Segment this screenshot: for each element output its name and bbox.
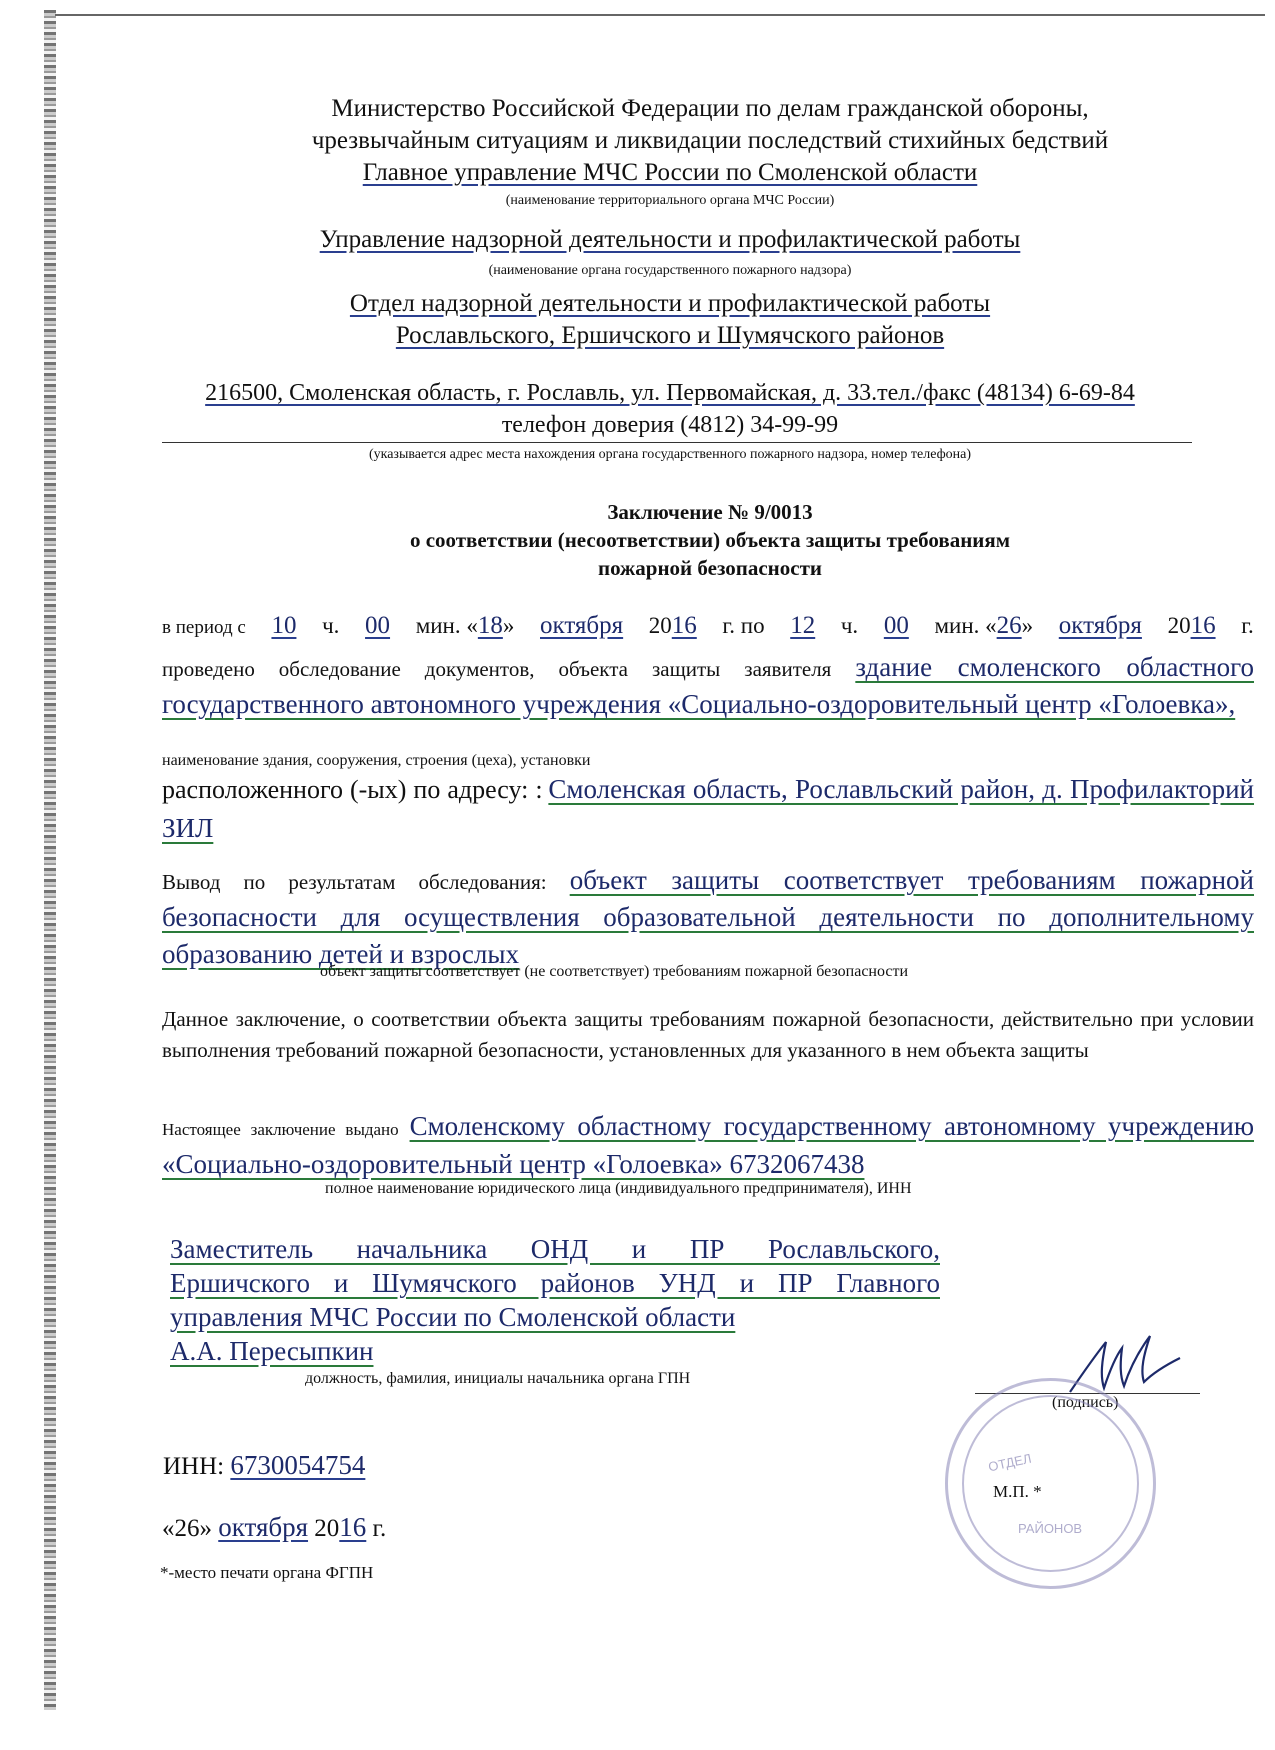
conclusion-lead: Вывод по результатам обследования:	[162, 870, 547, 894]
footnote: *-место печати органа ФГПН	[160, 1563, 374, 1582]
date-day: «26»	[162, 1515, 212, 1542]
period-text: в период с	[162, 617, 246, 638]
start-day: 18	[477, 612, 503, 639]
scan-edge	[44, 10, 56, 1710]
period-text: г. по	[722, 613, 765, 638]
conclusion-paragraph	[162, 863, 1254, 974]
object-address: Смоленская область, Рославльский район, д. Профилакторий ЗИЛ	[162, 774, 1255, 843]
start-hour: 10	[271, 612, 297, 639]
issued-lead: Настоящее заключение выдано	[162, 1120, 399, 1139]
issued-caption: полное наименование юридического лица (индивидуального предпринимателя), ИНН	[325, 1180, 912, 1197]
end-hour: 12	[790, 612, 816, 639]
inspection-object-paragraph	[162, 650, 1254, 724]
period-text: г.	[1241, 613, 1254, 638]
end-day: 26	[996, 612, 1022, 639]
document-subtitle-2: пожарной безопасности	[597, 556, 823, 580]
inspection-lead: проведено обследование документов, объекта защиты заявителя	[162, 657, 832, 681]
territorial-body: Главное управление МЧС России по Смоленской области	[362, 159, 978, 186]
official-stamp	[945, 1378, 1156, 1589]
start-month: октября	[540, 612, 624, 639]
issue-date	[162, 1512, 386, 1543]
inspection-object: здание смоленского областного государственного автономного учреждения «Социально-оздоровительный центр «Голоевка»,	[162, 652, 1254, 719]
conclusion-caption: объект защиты соответствует (не соответствует) требованиям пожарной безопасности	[320, 963, 909, 980]
end-month: октября	[1058, 612, 1142, 639]
stamp-text: ОТДЕЛ	[986, 1450, 1033, 1475]
signatory-block	[170, 1232, 940, 1368]
period-text: ч.	[322, 613, 340, 638]
department-line-1: Отдел надзорной деятельности и профилактической работы	[349, 290, 991, 317]
supervision-body: Управление надзорной деятельности и профилактической работы	[319, 226, 1021, 253]
date-month: октября	[218, 1512, 309, 1542]
organization-inn	[163, 1450, 365, 1481]
issued-to: Смоленскому областному государственному автономному учреждению «Социально-оздоровительный центр «Голоевка» 6732067438	[162, 1111, 1254, 1179]
object-address-paragraph	[162, 771, 1254, 849]
ministry-line-1: Министерство Российской Федерации по делам гражданской обороны,	[331, 95, 1089, 122]
address-caption: (указывается адрес места нахождения органа государственного пожарного надзора, номер телефона)	[368, 447, 972, 462]
signatory-line-2: Ершичского и Шумячского районов УНД и ПР Главного	[170, 1268, 940, 1298]
department-line-2: Рославльского, Ершичского и Шумячского районов	[395, 322, 945, 349]
territorial-caption: (наименование территориального органа МЧС России)	[505, 193, 835, 208]
period-text: мин. «26»	[934, 612, 1034, 639]
address-rule	[162, 442, 1192, 443]
period-text: ч.	[840, 613, 859, 638]
issued-paragraph	[162, 1109, 1254, 1183]
document-subtitle-1: о соответствии (несоответствии) объекта защиты требованиям	[409, 528, 1011, 552]
address-lead: расположенного (-ых) по адресу: :	[162, 775, 543, 804]
end-minute: 00	[883, 612, 909, 639]
signatory-caption: должность, фамилия, инициалы начальника органа ГПН	[305, 1370, 691, 1387]
scan-top-line	[55, 14, 1265, 16]
supervision-caption: (наименование органа государственного пожарного надзора)	[488, 263, 852, 278]
start-year: 2016	[648, 612, 697, 639]
trust-phone: телефон доверия (4812) 34-99-99	[501, 412, 839, 438]
signatory-line-1: Заместитель начальника ОНД и ПР Рославльского,	[170, 1234, 940, 1264]
inspection-period	[162, 612, 1254, 640]
end-year: 2016	[1167, 612, 1216, 639]
validity-paragraph: Данное заключение, о соответствии объекта защиты требованиям пожарной безопасности, действительно при условии выполнения требований пожарной безопасности, установленных для указанного в нем объекта защиты	[162, 1007, 1254, 1062]
date-suffix: г.	[372, 1515, 387, 1542]
document-title: Заключение № 9/0013	[607, 500, 813, 524]
signature-caption: (подпись)	[1052, 1394, 1119, 1411]
stamp-mark-label: М.П. *	[993, 1482, 1042, 1501]
period-text: мин. «18»	[415, 612, 515, 639]
date-year: 2016	[314, 1512, 367, 1542]
inn-label: ИНН:	[163, 1453, 225, 1480]
ministry-line-2: чрезвычайным ситуациям и ликвидации последствий стихийных бедствий	[311, 127, 1109, 154]
department-address: 216500, Смоленская область, г. Рославль, ул. Первомайская, д. 33.тел./факс (48134) 6-69-84	[205, 380, 1135, 406]
conclusion-value: объект защиты соответствует требованиям пожарной безопасности для осуществления образовательной деятельности по дополнительному образованию детей и взрослых	[162, 865, 1255, 969]
signatory-name: А.А. Пересыпкин	[170, 1336, 374, 1366]
stamp-text: РАЙОНОВ	[1018, 1521, 1083, 1536]
signatory-line-3: управления МЧС России по Смоленской области	[170, 1302, 736, 1332]
start-minute: 00	[365, 612, 391, 639]
inn-value: 6730054754	[230, 1450, 366, 1480]
object-caption: наименование здания, сооружения, строения (цеха), установки	[162, 752, 591, 769]
